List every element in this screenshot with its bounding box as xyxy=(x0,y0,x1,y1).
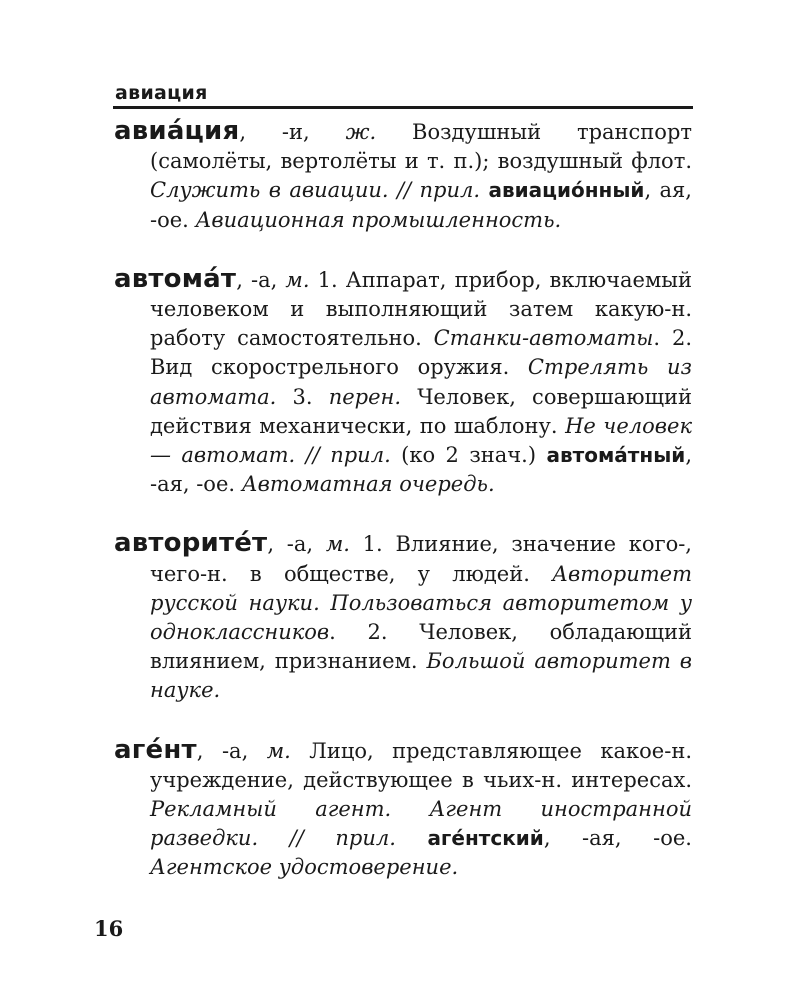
entries-list xyxy=(114,117,692,883)
derivative-word: авиацио́нный xyxy=(488,178,645,203)
header-rule xyxy=(113,106,693,109)
derivative-word: аге́нтский xyxy=(427,826,544,851)
gender-label: ж. xyxy=(345,120,377,144)
sense-3: Человек, совершающий действия механически, по шаблону. xyxy=(150,384,692,438)
definition: Лицо, представляющее какое-н. учреждение, действующее в чьих-н. интересах. xyxy=(150,738,692,792)
example: Рекламный агент. Агент иностранной разведки. // прил. xyxy=(150,797,692,851)
example: Авторитет русской науки. Пользоваться авторитетом у одноклассников xyxy=(150,561,692,645)
entry-aviatsiya xyxy=(114,117,692,235)
sense-3-number: 3. xyxy=(276,384,329,409)
sense-2: . 2. Человек, обладающий влиянием, признанием. xyxy=(150,620,692,674)
grammar: , -а, xyxy=(267,532,326,557)
example: Агентское удостоверение. xyxy=(150,855,459,880)
derivative-endings: , -ая, -ое. xyxy=(150,443,692,497)
entry-avtoritet xyxy=(114,529,692,705)
derivative-word: автома́тный xyxy=(546,443,686,468)
page-number: 16 xyxy=(94,916,124,941)
headword: авторите́т xyxy=(114,528,268,559)
sense-note: (ко 2 знач.) xyxy=(390,443,547,468)
entry-agent xyxy=(114,736,692,883)
example: Большой авторитет в науке. xyxy=(150,649,692,703)
sense-2: . 2. Вид скорострельного оружия. xyxy=(150,326,692,380)
derivative-endings: , ая, -ое. xyxy=(150,178,692,232)
example: Станки-автоматы xyxy=(433,326,654,351)
grammar: , -а, xyxy=(236,267,286,292)
headword: авиа́ция xyxy=(114,116,240,146)
headword: автома́т xyxy=(114,263,237,294)
headword: аге́нт xyxy=(114,734,197,765)
definition: Воздушный транспорт (самолёты, вертолёты и т. п.); воздушный флот. xyxy=(150,120,693,174)
sense-1: 1. Влияние, значение кого-, чего-н. в обществе, у людей. xyxy=(150,532,692,586)
example: Авиационная промышленность. xyxy=(195,207,562,232)
gender-label: м. xyxy=(325,532,350,557)
derivative-endings: , -ая, -ое. xyxy=(543,826,692,851)
example: Не человек — автомат. // прил. xyxy=(150,413,693,468)
sense-1: 1. Аппарат, прибор, включаемый человеком и выполняющий затем какую-н. работу самостоятельно. xyxy=(150,267,692,351)
entry-avtomat xyxy=(114,265,692,500)
grammar: , -а, xyxy=(196,738,267,763)
usage-label: перен. xyxy=(328,384,402,409)
grammar: , -и, xyxy=(239,120,346,144)
example: Служить в авиации. // прил. xyxy=(150,178,481,203)
gender-label: м. xyxy=(285,267,310,292)
running-head: авиация xyxy=(115,82,208,104)
gender-label: м. xyxy=(266,738,291,763)
example: Автоматная очередь. xyxy=(241,472,495,497)
example: Стрелять из автомата. xyxy=(150,355,692,409)
